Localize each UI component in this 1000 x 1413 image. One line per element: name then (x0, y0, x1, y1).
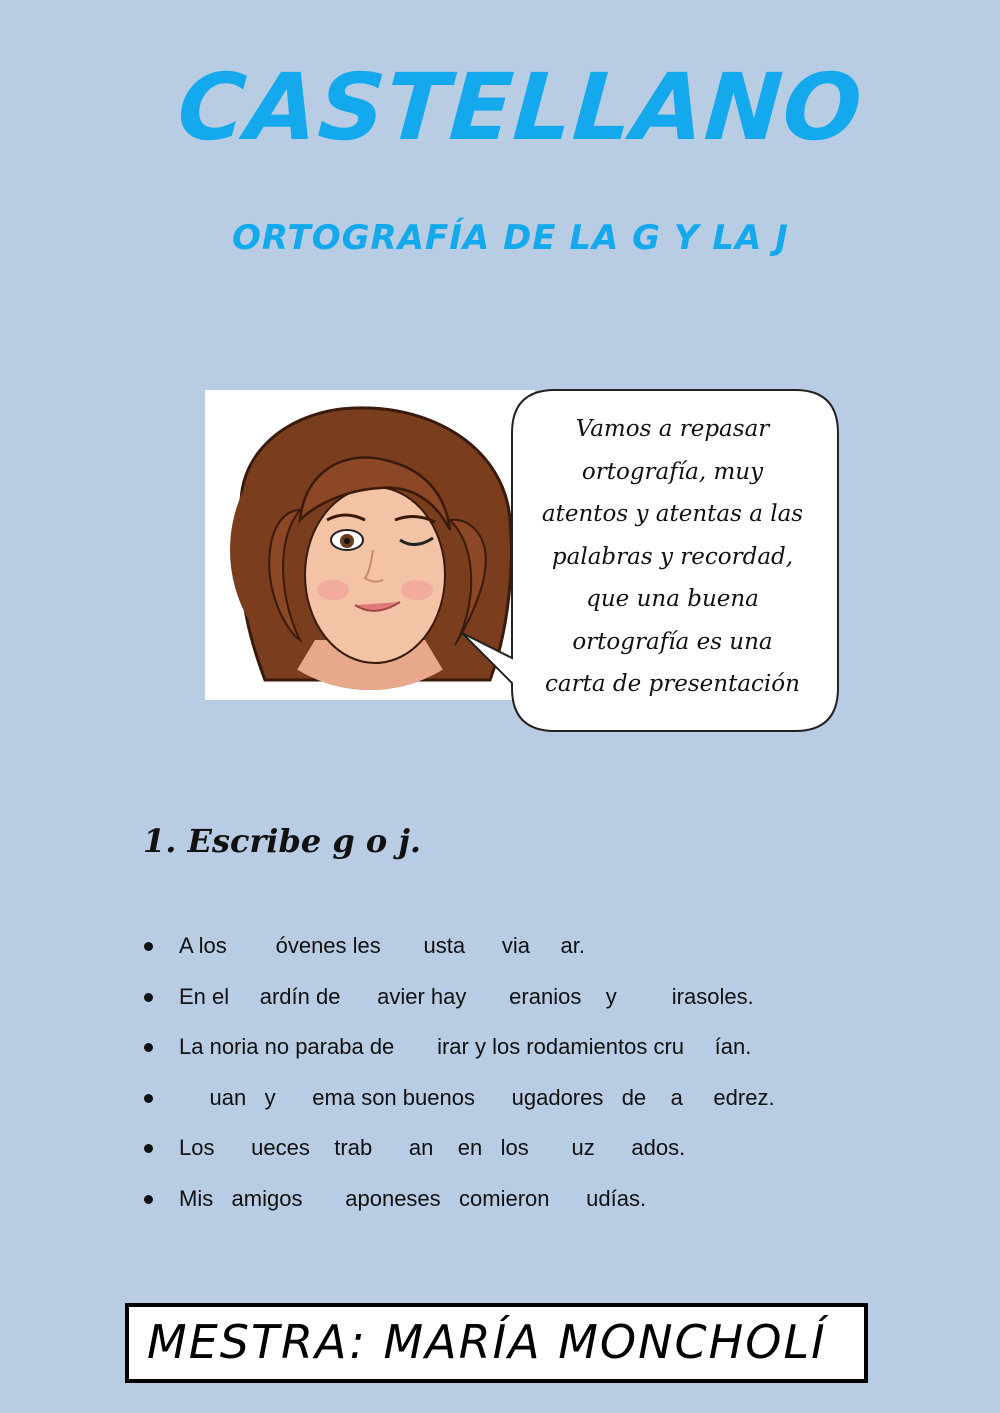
bubble-line: Vamos a repasar (575, 416, 770, 442)
list-item: La noria no paraba de irar y los rodamientos cru ían. (140, 1023, 775, 1074)
teacher-credit: MESTRA: MARÍA MONCHOLÍ (147, 1315, 827, 1369)
bubble-line: ortografía es una (572, 628, 773, 655)
bubble-line: que una buena (586, 586, 759, 612)
list-item: A los óvenes les usta via ar. (140, 922, 775, 973)
exercise-title: 1. Escribe g o j. (143, 822, 422, 860)
bubble-line: palabras y recordad, (551, 543, 794, 570)
speech-bubble-text (520, 408, 825, 706)
list-item: En el ardín de avier hay eranios y irasoles. (140, 973, 775, 1024)
exercise-list (140, 922, 775, 1226)
list-item: uan y ema son buenos ugadores de a edrez. (140, 1074, 775, 1125)
bubble-line: atentos y atentas a las (541, 501, 804, 527)
bubble-line: ortografía, muy (581, 458, 764, 485)
page-subtitle: ORTOGRAFÍA DE LA G Y LA J (232, 218, 789, 258)
list-item: Mis amigos aponeses comieron udías. (140, 1175, 775, 1226)
bubble-line: carta de presentación (545, 671, 800, 697)
list-item: Los ueces trab an en los uz ados. (140, 1124, 775, 1175)
teacher-credit-box (125, 1303, 868, 1383)
page-title: CASTELLANO (174, 54, 867, 161)
